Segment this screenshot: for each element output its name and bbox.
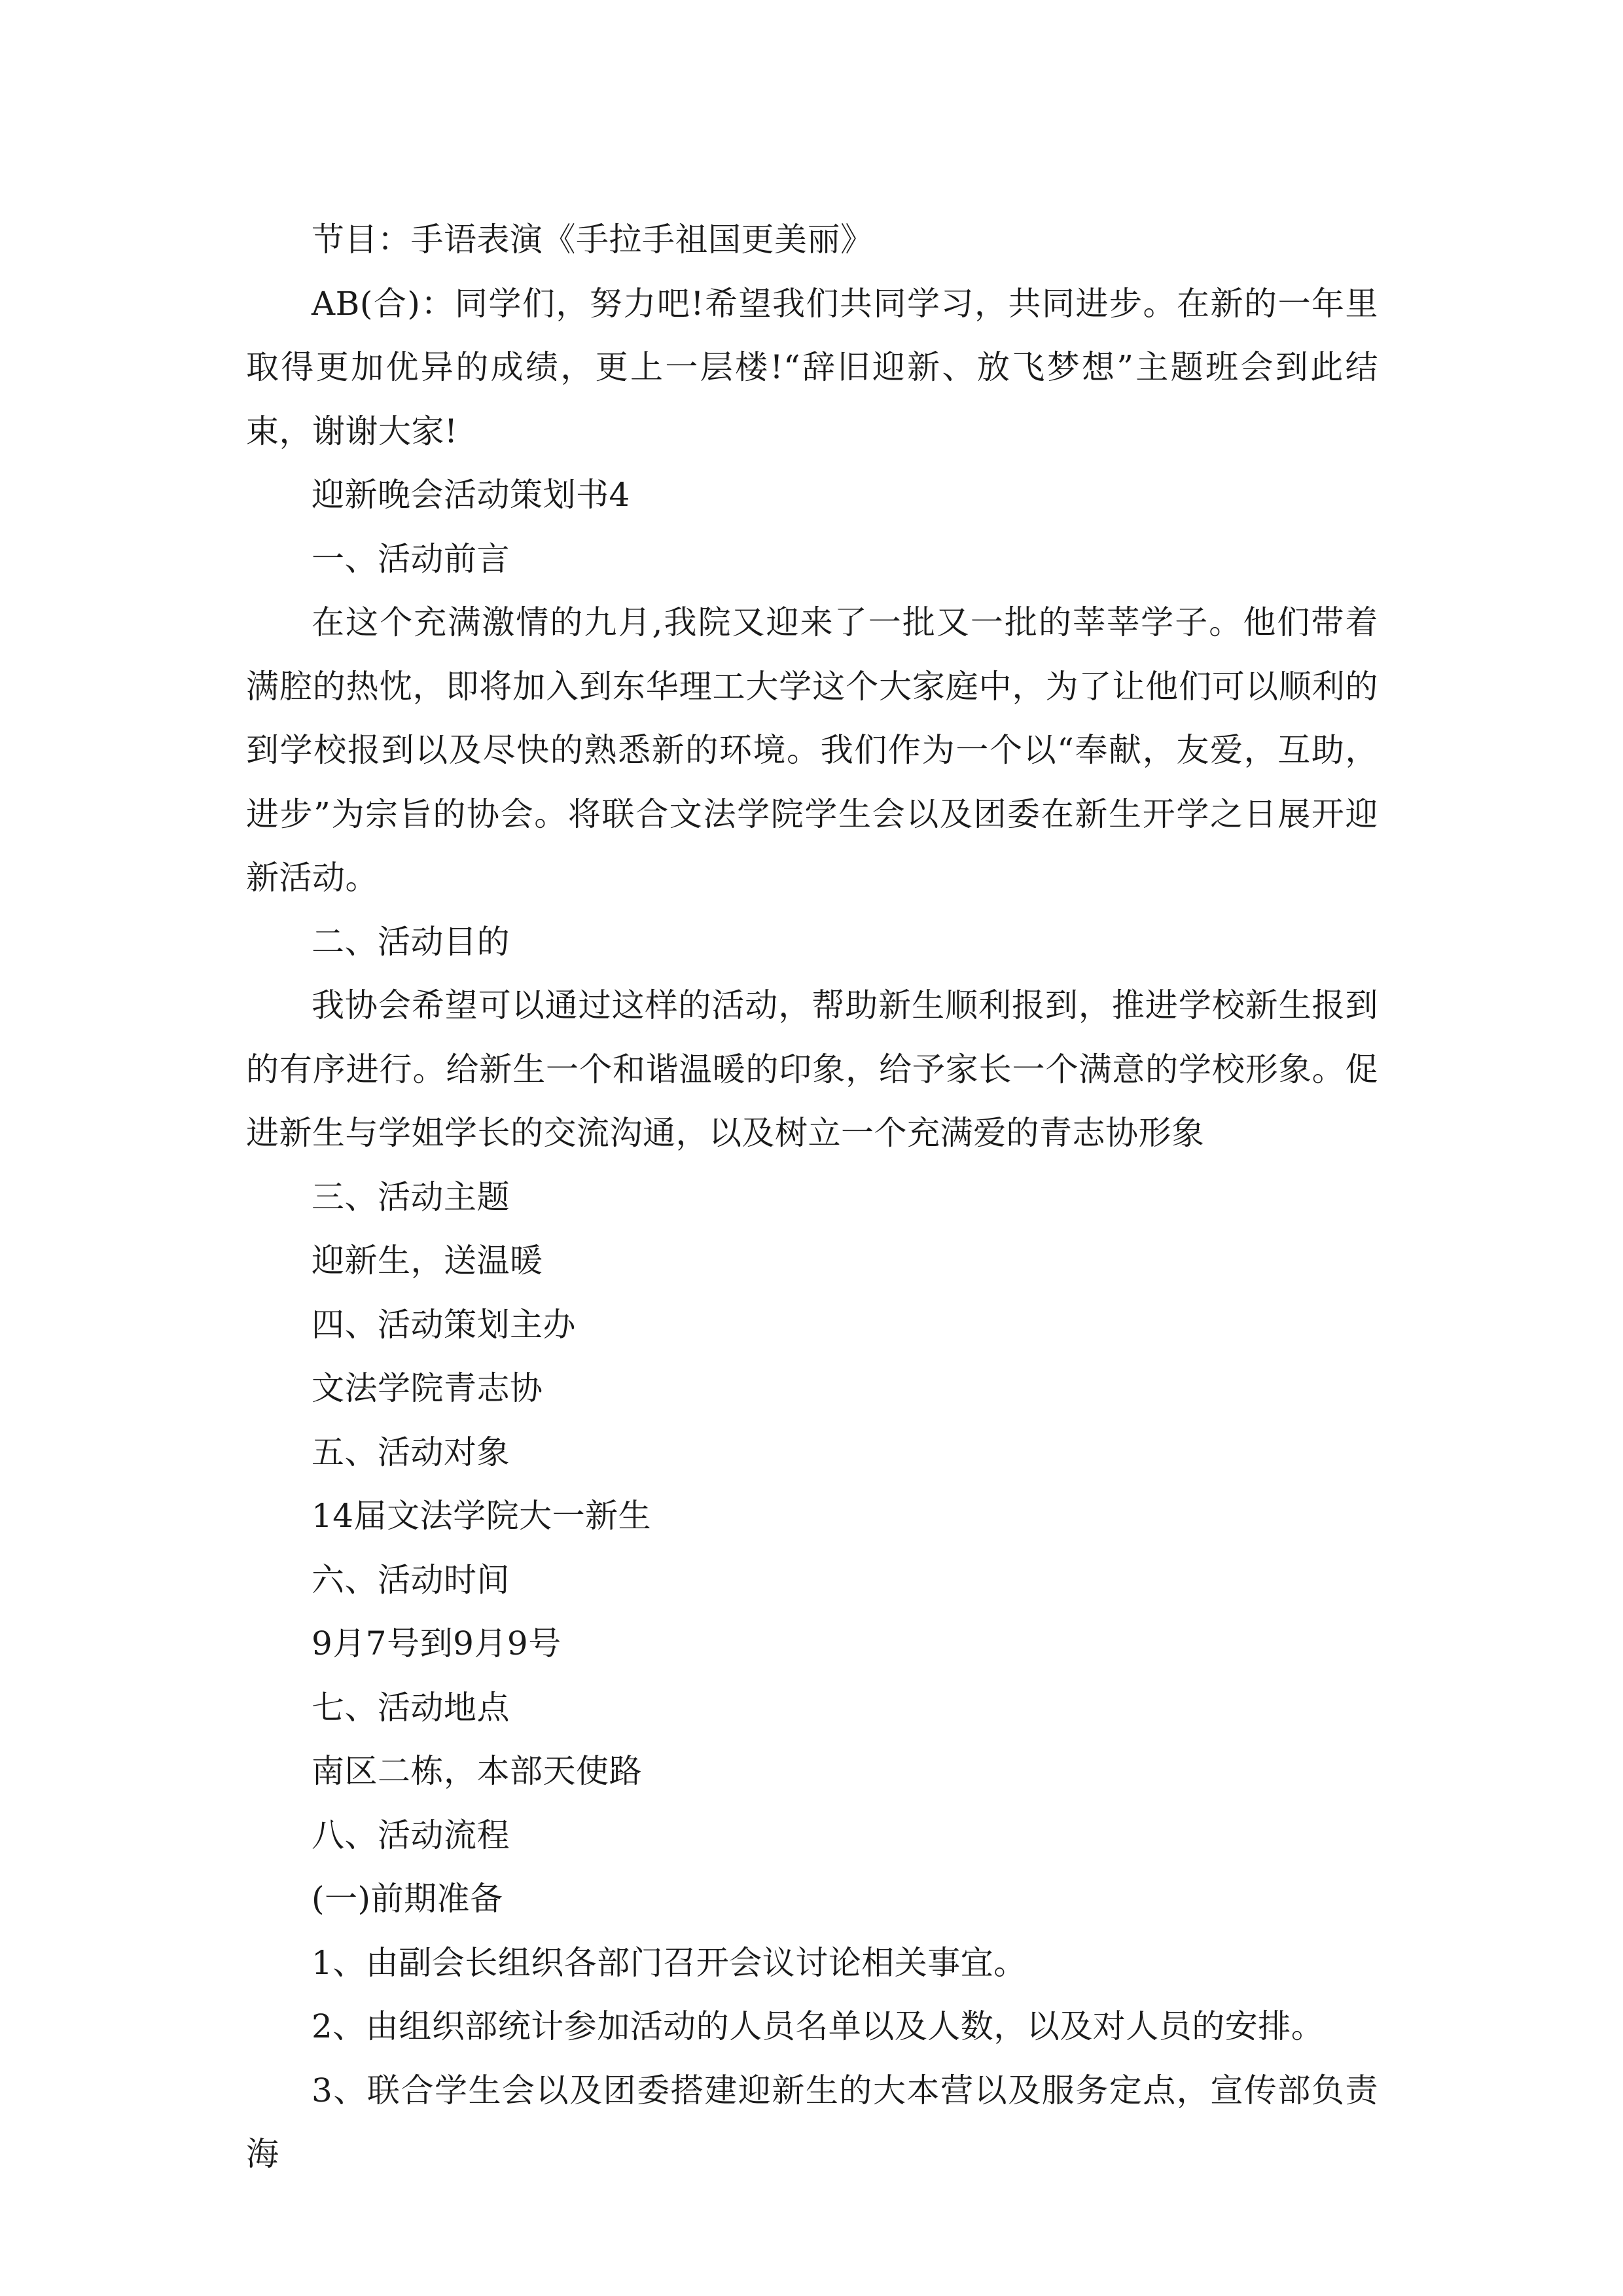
paragraph-location: 南区二栋，本部天使路 [312,1752,642,1790]
heading-organizer: 四、活动策划主办 [312,1305,576,1344]
heading-theme: 三、活动主题 [312,1177,510,1216]
list-item: 1、由副会长组织各部门召开会议讨论相关事宜。 [312,1943,1027,1982]
heading-audience: 五、活动对象 [312,1433,510,1471]
heading-process: 八、活动流程 [312,1816,510,1854]
paragraph-audience: 14届文法学院大一新生 [312,1497,652,1535]
paragraph-time: 9月7号到9月9号 [312,1624,562,1662]
heading-preface: 一、活动前言 [312,539,510,578]
paragraph-purpose: 我协会希望可以通过这样的活动，帮助新生顺利报到，推进学校新生报到的有序进行。给新生一个和谐温暖的印象，给予家长一个满意的学校形象。促进新生与学姐学长的交流沟通，以及树立一个充满爱的青志协形象 [246,986,1378,1152]
heading-location: 七、活动地点 [312,1688,510,1727]
paragraph-theme: 迎新生，送温暖 [312,1242,543,1280]
heading-time: 六、活动时间 [312,1560,510,1599]
document-body [246,208,1378,2187]
heading-purpose: 二、活动目的 [312,922,510,961]
list-item: 2、由组织部统计参加活动的人员名单以及人数，以及对人员的安排。 [312,2007,1325,2045]
section-title: 迎新晚会活动策划书4 [312,476,630,514]
paragraph-preface: 在这个充满激情的九月,我院又迎来了一批又一批的莘莘学子。他们带着满腔的热忱，即将加入到东华理工大学这个大家庭中，为了让他们可以顺利的到学校报到以及尽快的熟悉新的环境。我们作为一个以“奉献，友爱，互助，进步”为宗旨的协会。将联合文法学院学生会以及团委在新生开学之日展开迎新活动。 [246,603,1378,897]
paragraph-program: 节目：手语表演《手拉手祖国更美丽》 [312,221,874,259]
list-item: 3、联合学生会以及团委搭建迎新生的大本营以及服务定点，宣传部负责海 [246,2071,1378,2173]
paragraph-organizer: 文法学院青志协 [312,1369,543,1407]
paragraph-closing-remarks: AB(合)：同学们，努力吧!希望我们共同学习，共同进步。在新的一年里取得更加优异的成绩，更上一层楼!“辞旧迎新、放飞梦想”主题班会到此结束，谢谢大家! [246,284,1378,450]
subheading-preparation: (一)前期准备 [312,1880,503,1918]
